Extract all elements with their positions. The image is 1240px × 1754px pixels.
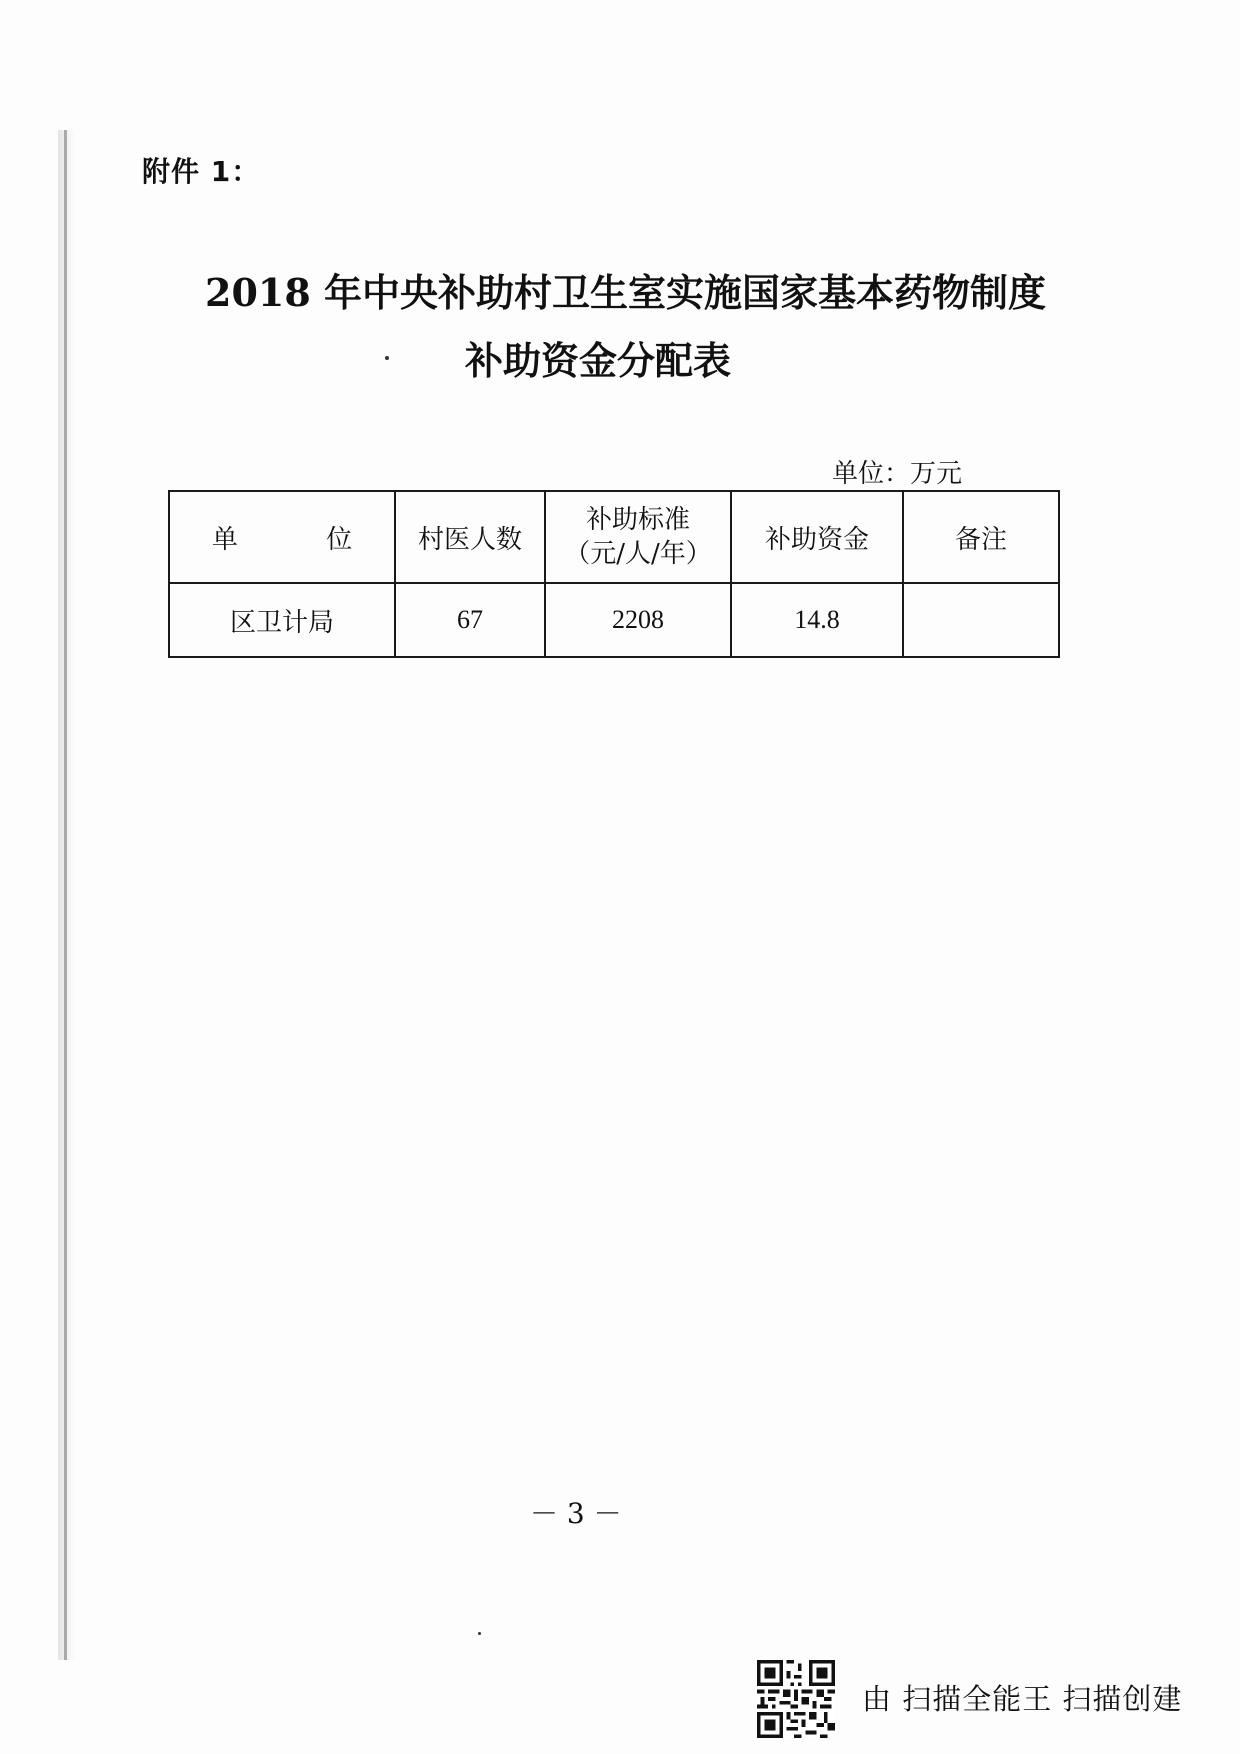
header-subsidy-funds: 补助资金: [731, 491, 903, 583]
cell-doctor-count: 67: [395, 583, 545, 657]
scanner-watermark-text: 由 扫描全能王 扫描创建: [862, 1682, 1183, 1716]
document-title-line-1: 2018 年中央补助村卫生室实施国家基本药物制度: [205, 270, 1046, 315]
header-unit: 单 位: [169, 491, 395, 583]
unit-label: 单位：万元: [832, 459, 963, 489]
scan-edge-line: [64, 130, 67, 1660]
cell-subsidy-standard: 2208: [545, 583, 731, 657]
cell-unit: 区卫计局: [169, 583, 395, 657]
table-header-row: [169, 491, 1059, 583]
scan-speck: [385, 356, 389, 360]
cell-remarks: [903, 583, 1059, 657]
document-title-line-2: 补助资金分配表: [465, 338, 732, 383]
table-row: [169, 583, 1059, 657]
qr-code-icon: [756, 1660, 836, 1738]
scan-edge-shadow: [58, 130, 76, 1660]
header-doctor-count: 村医人数: [395, 491, 545, 583]
page-number: － 3 －: [530, 1497, 622, 1530]
header-subsidy-standard-line-1: 补助标准: [585, 505, 690, 535]
header-remarks: 备注: [903, 491, 1059, 583]
header-subsidy-standard: [545, 491, 731, 583]
scan-speck: [478, 1632, 481, 1635]
allocation-table: [168, 490, 1060, 658]
cell-subsidy-funds: 14.8: [731, 583, 903, 657]
attachment-label: 附件 1：: [142, 155, 261, 188]
header-subsidy-standard-line-2: （元/人/年）: [564, 539, 712, 569]
